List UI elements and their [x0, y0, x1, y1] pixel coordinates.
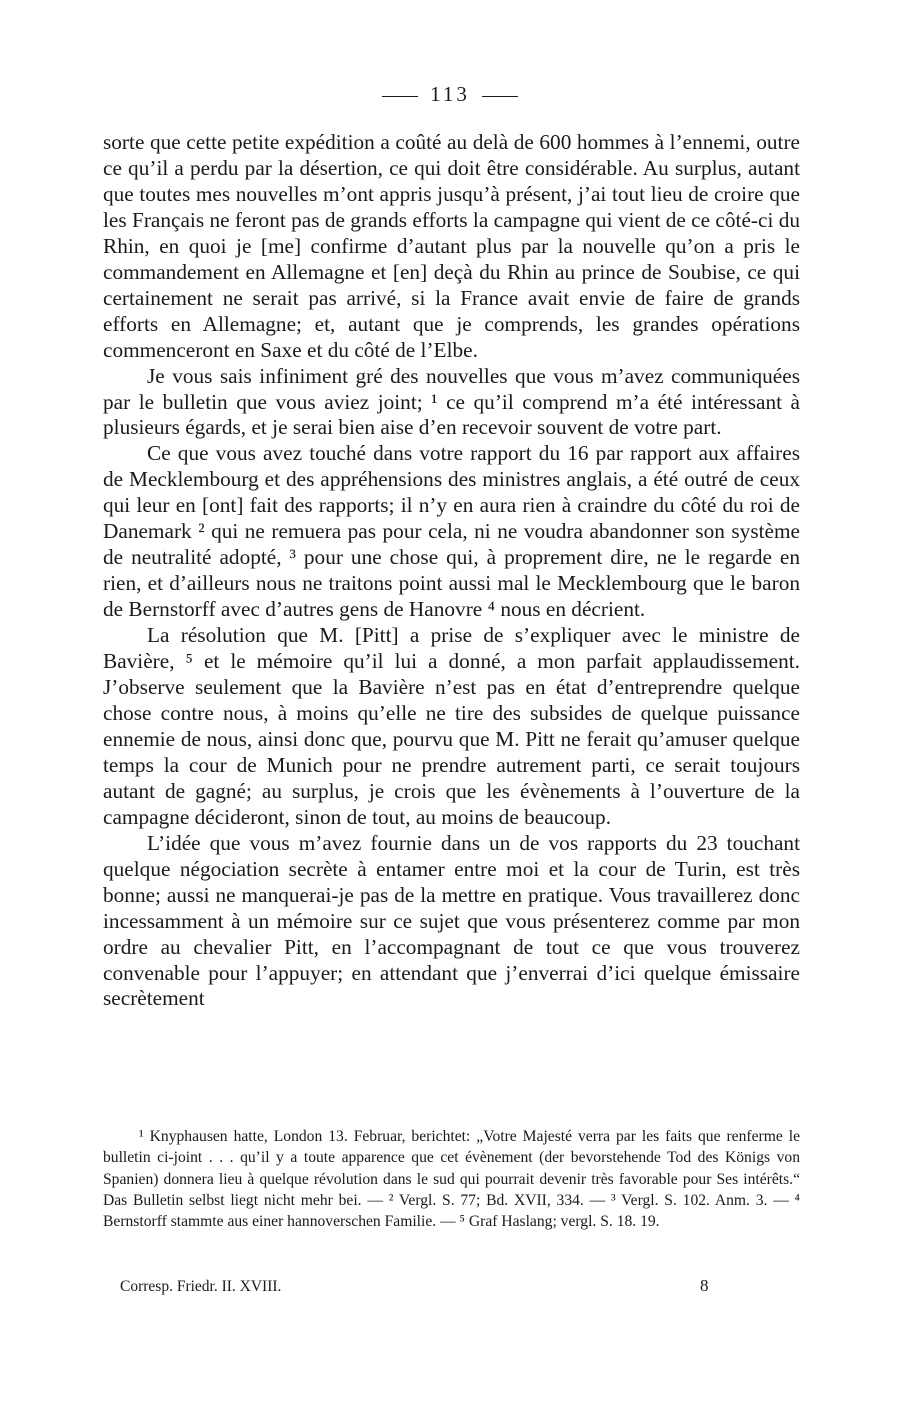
paragraph-2: Je vous sais infiniment gré des nouvelles que vous m’avez communiquées par le bulletin que vous aviez joint; ¹ ce qu’il comprend m’a été intéressant à plusieurs égards, et je serai bien aise d’en recevoir souvent de votre part.	[103, 363, 800, 440]
page-header	[0, 82, 900, 107]
page-number: 113	[430, 82, 470, 106]
paragraph-1: sorte que cette petite expédition a coûté au delà de 600 hommes à l’ennemi, outre ce qu’il a perdu par la désertion, ce qui doit être considérable. Au surplus, autant que toutes mes nouvelles m’ont appris jusqu’à présent, j’ai tout lieu de croire que les Français ne feront pas de grands efforts la campagne qui vient de ce côté-ci du Rhin, en quoi je [me] confirme d’autant plus par la nouvelle qu’on a pris le commandement en Allemagne et [en] deçà du Rhin au prince de Soubise, ce qui certainement ne serait pas arrivé, si la France avait envie de faire de grands efforts en Allemagne; et, autant que je comprends, les grandes opérations commenceront en Saxe et du côté de l’Elbe.	[103, 130, 800, 362]
footnote-text: ¹ Knyphausen hatte, London 13. Februar, berichtet: „Votre Majesté verra par les faits que renferme le bulletin ci-joint . . . qu’il y a toute apparence que cet évènement (der bevorstehende Tod des Königs von Spanien) donnera lieu à quelque révolution dans le sud qui pourrait devenir très favorable pour Ses intérêts.“ Das Bulletin selbst liegt nicht mehr bei. — ² Vergl. S. 77; Bd. XVII, 334. — ³ Vergl. S. 102. Anm. 3. — ⁴ Bernstorff stammte aus einer hannoverschen Familie. — ⁵ Graf Haslang; vergl. S. 18. 19.	[103, 1128, 800, 1231]
header-rule-right	[482, 96, 518, 97]
main-text	[103, 130, 800, 1012]
header-rule-left	[382, 96, 418, 97]
footnotes	[103, 1126, 800, 1232]
paragraph-4: La résolution que M. [Pitt] a prise de s’expliquer avec le ministre de Bavière, ⁵ et le mémoire qu’il lui a donné, a mon parfait applaudissement. J’observe seulement que la Bavière n’est pas en état d’entreprendre quelque chose contre nous, à moins qu’elle ne tire des subsides de quelque puissance ennemie de nous, ainsi donc que, pourvu que M. Pitt ne ferait qu’amuser quelque temps la cour de Munich pour ne prendre autrement parti, ce serait toujours autant de gagné; au surplus, je crois que les évènements à l’ouverture de la campagne décideront, sinon de tout, au moins de beaucoup.	[103, 623, 800, 829]
signature-mark: Corresp. Friedr. II. XVIII.	[120, 1278, 282, 1295]
paragraph-3: Ce que vous avez touché dans votre rapport du 16 par rapport aux affaires de Mecklembourg et des appréhensions des ministres anglais, a été outré de ceux qui leur en [ont] fait des rapports; il n’y en aura rien à craindre du côté du roi de Danemark ² qui ne remuera pas pour cela, ni ne voudra abandonner son système de neutralité adopté, ³ pour une chose qui, à proprement dire, ne le regarde en rien, et d’ailleurs nous ne traitons point aussi mal le Mecklembourg que le baron de Bernstorff avec d’autres gens de Hanovre ⁴ nous en décrient.	[103, 441, 800, 622]
paragraph-5: L’idée que vous m’avez fournie dans un de vos rapports du 23 touchant quelque négociation secrète à entamer entre moi et la cour de Turin, est très bonne; aussi ne manquerai-je pas de la mettre en pratique. Vous travaillerez donc incessamment à un mémoire sur ce sujet que vous présenterez comme par mon ordre au chevalier Pitt, en l’accompagnant de tout ce que vous trouverez convenable pour l’appuyer; en attendant que j’enverrai d’ici quelque émissaire secrètement	[103, 830, 800, 1011]
sheet-number: 8	[700, 1276, 709, 1295]
